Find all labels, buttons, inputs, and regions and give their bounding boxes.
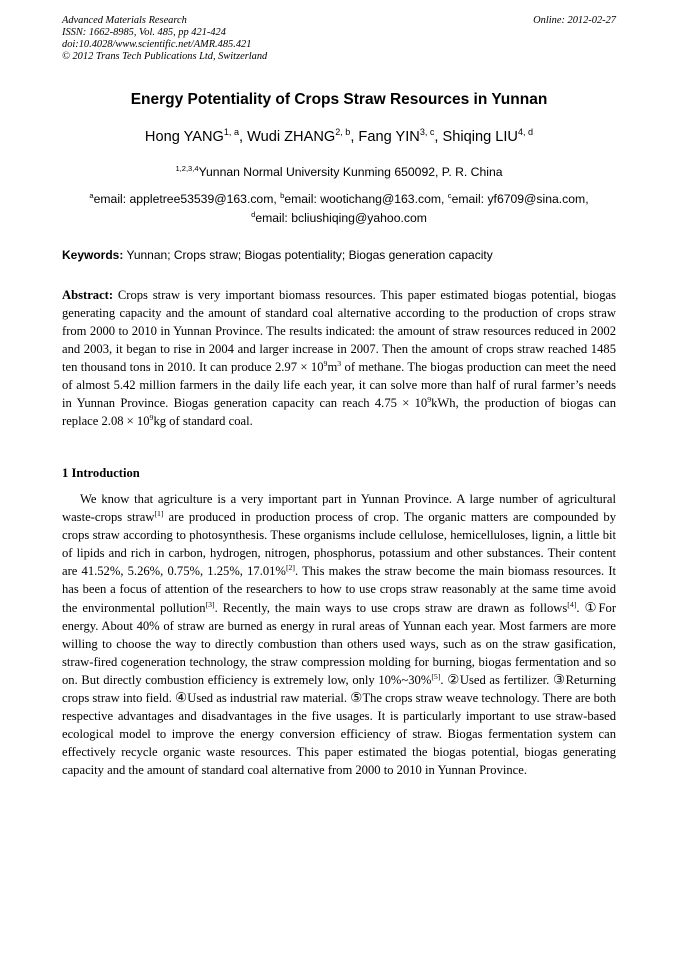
section-heading-introduction: 1 Introduction [62,466,140,480]
exponent: 3 [337,358,342,368]
journal-header [62,15,267,63]
abstract-label: Abstract: [62,288,114,302]
body-text: . This makes the straw become the main biomass resources. It has been a focus of attention of the researchers to how to use crops straw reasonably at the same time avoid the environmental pollution [62,564,617,615]
body-text: We know that agriculture is a very important part in Yunnan Province. A large number of agricultural waste-crops straw [62,492,616,525]
abstract-text: kg of standard coal. [153,414,253,428]
email-address: email: wootichang@163.com, [284,192,448,206]
body-text: For energy. About 40% of straw are burned as energy in rural areas of Yunnan each year. Most farmers are more willing to choose the way to directly combustion than others used ways, such as on the straw gasification, straw-fired cogeneration technology, the straw compression molding for burning, biogas fermentation and so on. But directly combustion efficiency is extremely low, only 10%~30% [62,600,617,687]
circled-number: ② [447,671,460,687]
author-name: Fang YIN [358,129,420,145]
email-mark: c [447,190,452,200]
exponent: 9 [149,412,154,422]
author-affiliation-mark: 2, b [335,127,351,138]
body-text: The crops straw weave technology. There are both respective advantages and disadvantages in the five usages. It is particularly important to use straw-based ecological model to improve the energy conversion efficiency of straw. Biogas fermentation system can effectively recycle organic waste resources. This paper estimated the biogas potential, biogas generating capacity and the amount of standard coal alternative from 2000 to 2010 in Yunnan Province. [62,691,617,778]
body-text: . [440,672,448,687]
citation-ref: [3] [205,599,215,609]
journal-doi: doi:10.4028/www.scientific.net/AMR.485.421 [62,39,252,50]
author-affiliation-mark: 1, a [223,127,239,138]
journal-name: Advanced Materials Research [62,15,187,26]
author-name: Shiqing LIU [442,129,518,145]
circled-number: ④ [175,690,188,706]
affiliation [0,165,678,179]
circled-number: ① [584,599,599,615]
affiliation-mark: 1,2,3,4 [175,163,199,173]
journal-issn: ISSN: 1662-8985, Vol. 485, pp 421-424 [62,27,226,38]
author-list [0,129,678,145]
body-text: are produced in production process of crop. The organic matters are compounded by crops straw according to photosynthesis. These organisms include cellulose, hemicelluloses, lignin, a little bit of lipids and rich in carbon, hydrogen, nitrogen, phosphorus, potassium and other substances. Their content are 41.52%, 5.26%, 0.75%, 1.25%, 17.01% [62,510,616,579]
online-date: Online: 2012-02-27 [533,15,616,26]
author-affiliation-mark: 4, d [517,127,534,138]
author-name: Wudi ZHANG [247,129,336,145]
author-affiliation-mark: 3, c [419,127,435,138]
email-mark: d [251,209,256,219]
body-text: Returning crops straw into field. [62,672,616,706]
keywords-label: Keywords: [62,248,124,262]
email-mark: b [280,190,285,200]
paper-title: Energy Potentiality of Crops Straw Resources in Yunnan [130,91,548,108]
email-address: email: appletree53539@163.com, [93,192,281,206]
citation-ref: [4] [567,599,577,609]
body-text: . [576,600,585,615]
body-text: . Recently, the main ways to use crops straw are drawn as follows [214,600,568,615]
email-mark: a [89,190,94,200]
journal-copyright: © 2012 Trans Tech Publications Ltd, Switzerland [62,51,268,62]
email-address: email: yf6709@sina.com, [451,192,589,206]
affiliation-text: Yunnan Normal University Kunming 650092, P. R. China [198,165,503,179]
exponent: 9 [427,394,432,404]
keywords [62,248,616,262]
citation-ref: [2] [285,563,296,573]
citation-ref: [5] [431,671,441,681]
body-text: Used as industrial raw material. [187,691,351,706]
citation-ref: [1] [154,508,164,518]
exponent: 9 [323,358,328,368]
abstract-text: m [327,360,338,374]
abstract [62,286,616,430]
author-name: Hong YANG [144,129,224,145]
author-separator: , [238,129,248,145]
abstract-text: kWh, the production of biogas can replace 2.08 × 10 [62,396,616,428]
email-address: email: bcliushiqing@yahoo.com [255,211,427,225]
author-separator: , [350,129,359,145]
introduction-paragraph [62,490,616,780]
author-separator: , [434,129,443,145]
circled-number: ⑤ [350,690,363,706]
body-text: Used as fertilizer. [459,672,553,687]
abstract-text: Crops straw is very important biomass resources. This paper estimated biogas potential, biogas generating capacity and the amount of standard coal alternative according to the production of crops straw from 2000 to 2010 in Yunnan Province. The results indicated: the amount of straw resources reduced in 2002 and 2003, it began to rise in 2004 and larger increase in 2007. Then the amount of crops straw reached 1485 ten thousand tons in 2010. It can produce 2.97 × 10 [62,288,616,374]
abstract-text: of methane. The biogas production can meet the need of almost 5.42 million farmers in the daily life each year, it can solve more than half of rural farmer’s needs in Yunnan Province. Biogas generation capacity can reach 4.75 × 10 [62,360,617,410]
keywords-text: Yunnan; Crops straw; Biogas potentiality; Biogas generation capacity [123,248,493,262]
email-list [62,190,616,228]
circled-number: ③ [552,671,566,687]
